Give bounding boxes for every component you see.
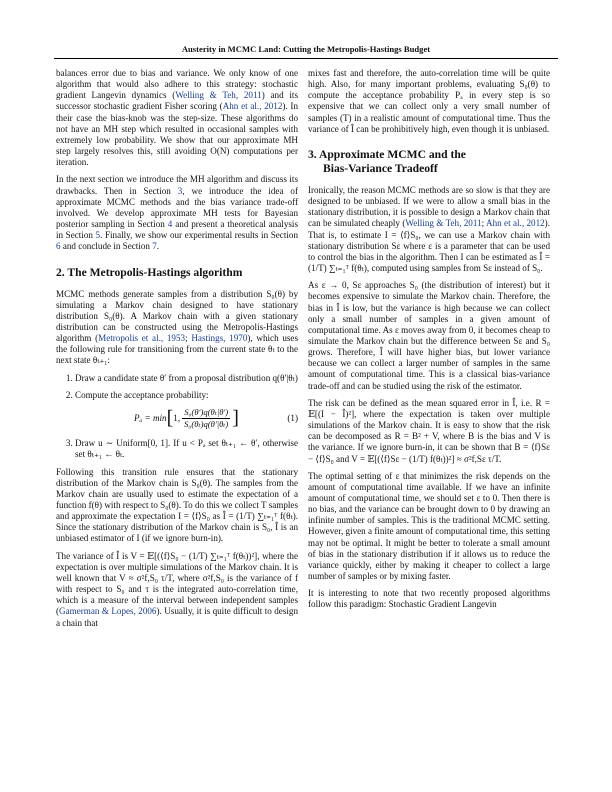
citation-link[interactable]: Hastings, 1970 xyxy=(191,333,248,344)
intro-paragraph-1 xyxy=(56,68,298,168)
text: ), which uses the following rule for transitioning from the current state θₜ to the next state θₜ₊₁: xyxy=(56,333,298,366)
heading-line: 3. Approximate MCMC and the xyxy=(308,147,466,161)
optimal-paragraph: The optimal setting of ε that minimizes the risk depends on the amount of computational time available. If we have an infinite amount of computational time, we should set ε to 0. Then there is no bias, and the variance can be brought down to 0 by drawing an infinite number of samples. This is the traditional MCMC setting. However, given a finite amount of computational time, this setting may not be optimal. It might be better to tolerate a small amount of bias in the stationary distribution if it allows us to reduce the variance quickly, either by making it cheaper to collect a large number of samples or by mixing faster. xyxy=(308,470,550,582)
text: . Finally, we show our experimental results in Section xyxy=(100,230,298,241)
section-link[interactable]: 4 xyxy=(167,219,173,230)
text: ). That is, to estimate I = ⟨f⟩S₀, we can use a Markov chain with stationary distribution Sε where ε is a parameter that can be used to control the bias in the algorithm. Then I can be estimated as Î = (1/T) ∑ₜ₌₁ᵀ f(θₜ), computed using samples from Sε instead of S₀. xyxy=(308,218,550,274)
text: In the next section we introduce the MH algorithm and discuss its drawbacks. Then in Section xyxy=(56,174,298,196)
text: The variance of Î is V = 𝔼[(⟨f⟩S₀ − (1/T) ∑ₜ₌₁ᵀ f(θₜ))²], where the expectation is over multiple simulations of the Markov chain. It is well known that V ≈ σ²f,S₀ τ/T, where σ²f,S₀ is the variance of f with respect to S₀ and τ is the integrated auto-correlation time, which is a measure of the interval between independent samples ( xyxy=(56,550,298,617)
right-column xyxy=(308,68,550,617)
text: . xyxy=(156,241,160,252)
text: and present a theoretical analysis in Section xyxy=(56,219,298,241)
mh-steps-list xyxy=(56,373,298,461)
equation-number: (1) xyxy=(287,412,298,423)
section-link[interactable]: 3 xyxy=(177,185,183,196)
variance-paragraph xyxy=(56,551,298,629)
section-3-heading xyxy=(308,148,550,176)
citation-link[interactable]: Metropolis et al., 1953 xyxy=(98,333,186,344)
text: and conclude in Section xyxy=(60,241,153,252)
citation-link[interactable]: Welling & Teh, 2011 xyxy=(405,218,482,229)
fraction xyxy=(182,407,230,430)
final-paragraph: It is interesting to note that two recently proposed algorithms follow this paradigm: Stochastic Gradient Langevin xyxy=(308,588,550,610)
equation-1 xyxy=(75,407,298,430)
list-item: 1. Draw a candidate state θ′ from a proposal distribution q(θ′|θₜ) xyxy=(75,373,298,384)
right-bracket: ] xyxy=(232,406,239,429)
header-rule xyxy=(54,58,558,59)
section-link[interactable]: 5 xyxy=(95,230,101,241)
running-title: Austerity in MCMC Land: Cutting the Metropolis-Hastings Budget xyxy=(181,44,431,54)
equation-term: 1, xyxy=(173,412,181,423)
section-2-heading: 2. The Metropolis-Hastings algorithm xyxy=(56,265,243,279)
citation-link[interactable]: Gamerman & Lopes, 2006 xyxy=(59,606,157,617)
citation-link[interactable]: Ahn et al., 2012 xyxy=(486,218,545,229)
text: ). Usually, it is quite difficult to design a chain that xyxy=(56,606,299,628)
numerator: S₀(θ′)q(θₜ|θ′) xyxy=(182,407,230,419)
text: Compute the acceptance probability: xyxy=(75,389,209,400)
heading-line: Bias-Variance Tradeoff xyxy=(323,161,438,175)
epsilon-paragraph: As ε → 0, Sε approaches S₀ (the distribution of interest) but it becomes expensive to simulate the Markov chain. Therefore, the bias in Î is low, but the variance is high because we can collect only a small number of samples in a given amount of computational time. As ε moves away from 0, it becomes cheap to simulate the Markov chain but the difference between Sε and S₀ grows. Therefore, Î will have higher bias, but lower variance because we can collect a larger number of samples in the same amount of computational time. This is a classical bias-variance trade-off and can be studied using the risk of the estimator. xyxy=(308,280,550,391)
equation-lhs: Pₐ = min xyxy=(134,412,167,423)
continuation-paragraph: mixes fast and therefore, the auto-correlation time will be quite high. Also, for many important problems, evaluating S₀(θ) to compute the acceptance probability Pₐ in every step is so expensive that we can collect only a very small number of samples (T) in a realistic amount of computational time. Thus the variance of Î can be prohibitively high, even though it is unbiased. xyxy=(308,68,550,134)
text: ; xyxy=(481,218,487,229)
ironic-paragraph xyxy=(308,185,550,274)
risk-paragraph: The risk can be defined as the mean squared error in Î, i.e. R = 𝔼[(I − Î)²], where the expectation is taken over multiple simulations of the Markov chain. It is easy to show that the risk can be decomposed as R = B² + V, where B is the bias and V is the variance. If we ignore burn-in, it can be shown that B = ⟨f⟩Sε − ⟨f⟩S₀ and V = 𝔼[(⟨f⟩Sε − (1/T) f(θₜ))²] ≈ σ²f,Sε τ/T. xyxy=(308,397,550,464)
text: MCMC methods generate samples from a distribution S₀(θ) by simulating a Markov chain designed to have stationary distribution S₀(θ). A Markov chain with a given stationary distribution can be constructed using the Metropolis-Hastings algorithm ( xyxy=(56,288,298,344)
citation-link[interactable]: Ahn et al., 2012 xyxy=(222,101,283,112)
mh-paragraph xyxy=(56,289,298,367)
text: Ironically, the reason MCMC methods are so slow is that they are designed to be unbiased. If we were to allow a small bias in the stationary distribution, it is possible to design a Markov chain that can be simulated cheaply ( xyxy=(308,184,550,229)
section-link[interactable]: 7 xyxy=(152,241,157,252)
citation-link[interactable]: Welling & Teh, 2011 xyxy=(175,90,262,101)
left-bracket: [ xyxy=(166,406,174,429)
transition-paragraph: Following this transition rule ensures that the stationary distribution of the Markov chain is S₀(θ). The samples from the Markov chain are usually used to estimate the expectation of a function f(θ) with respect to S₀(θ). To do this we collect T samples and approximate the expectation I = ⟨f⟩S₀ as Î = (1/T) ∑ₜ₌₁ᵀ f(θₜ). Since the stationary distribution of the Markov chain is S₀, Î is an unbiased estimator of I (if we ignore burn-in). xyxy=(56,466,298,544)
text: , we introduce the idea of approximate MCMC methods and the bias variance trade-off involved. We develop approximate MH tests for Bayesian posterior sampling in Section xyxy=(56,185,298,230)
left-column xyxy=(56,68,298,635)
intro-paragraph-2 xyxy=(56,174,298,252)
text: balances error due to bias and variance. We only know of one algorithm that would also adhere to this strategy: stochastic gradient Langevin dynamics ( xyxy=(56,68,298,101)
text: ; xyxy=(185,333,192,344)
list-item xyxy=(75,390,298,430)
list-item: 3. Draw u ∼ Uniform[0, 1]. If u < Pₐ set θₜ₊₁ ← θ′, otherwise set θₜ₊₁ ← θₜ. xyxy=(75,438,298,460)
section-link[interactable]: 6 xyxy=(56,241,61,252)
denominator: S₀(θₜ)q(θ′|θₜ) xyxy=(184,419,229,430)
text: ). In their case the bias-knob was the step-size. These algorithms do not have an MH step which resulted in occasional samples with extremely low probability. We show that our approximate MH step largely resolves this, still avoiding O(N) computations per iteration. xyxy=(56,101,299,168)
text: ) and its successor stochastic gradient Fisher scoring ( xyxy=(56,90,298,112)
